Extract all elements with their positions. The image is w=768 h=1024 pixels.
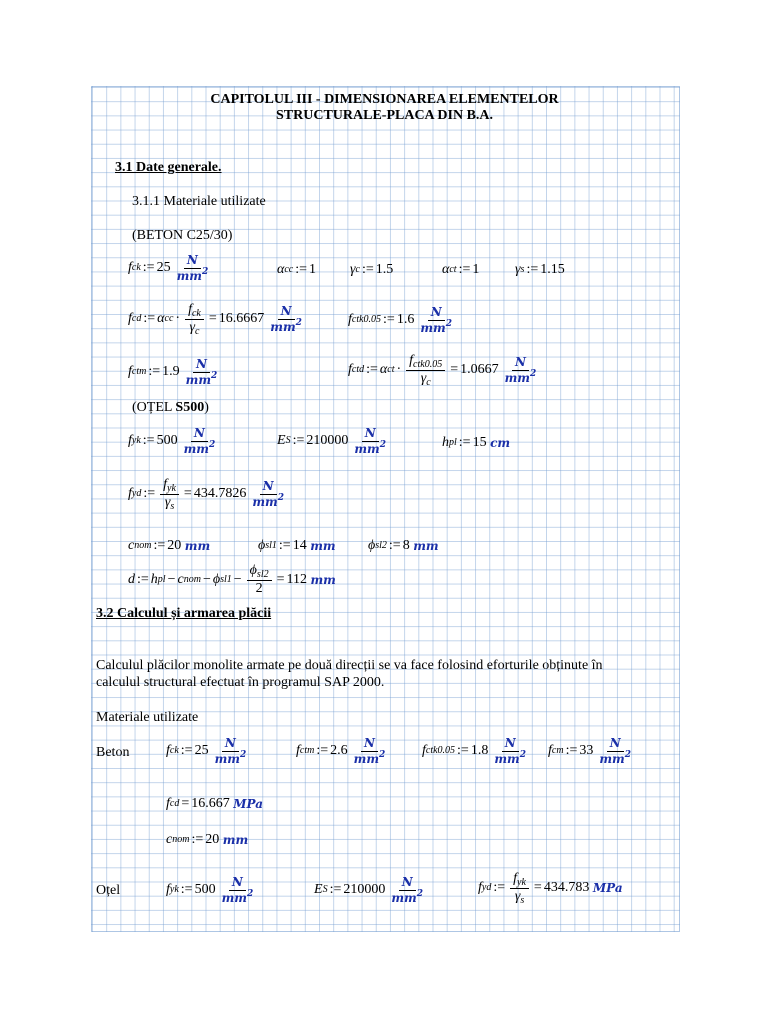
formula-cnom: c nom := 20 mm — [128, 538, 211, 553]
formula-b-fcd: f cd = 16.667 MPa — [166, 796, 264, 811]
section-3-2-heading: 3.2 Calculul și armarea plăcii — [96, 606, 272, 621]
formula-b-fctk005: f ctk0.05 := 1.8 $\frac{N}{mm^2}$ — [422, 736, 527, 766]
chapter-title-line1: CAPITOLUL III - DIMENSIONAREA ELEMENTELOR — [210, 92, 559, 107]
paragraph-line1: Calculul plăcilor monolite armate pe două direcții se va face folosind eforturile obținute în — [96, 658, 603, 673]
otel-class-label: (OȚEL S500) — [132, 400, 209, 415]
formula-fctm: f ctm := 1.9 $\frac{N}{mm^2}$ — [128, 357, 218, 387]
formula-o-fyd: f yd := $\frac{f_{yk}}{\gamma_s}$ = 434.783 MPa — [478, 871, 623, 906]
paragraph-line2: calculul structural efectuat în programul SAP 2000. — [96, 675, 385, 690]
formula-gamma-s: γ s := 1.15 — [515, 262, 565, 277]
formula-b-fck: f ck := 25 $\frac{N}{mm^2}$ — [166, 736, 247, 766]
beton-class-label: (BETON C25/30) — [132, 228, 233, 243]
formula-fctk005: f ctk0.05 := 1.6 $\frac{N}{mm^2}$ — [348, 305, 453, 335]
formula-fck: f ck := 25 $\frac{N}{mm^2}$ — [128, 253, 209, 283]
formula-b-fctm: f ctm := 2.6 $\frac{N}{mm^2}$ — [296, 736, 386, 766]
formula-phi-sl1: ϕ sl1 := 14 mm — [258, 538, 336, 553]
formula-fyk: f yk := 500 $\frac{N}{mm^2}$ — [128, 426, 216, 456]
otel-label: Oțel — [96, 883, 121, 898]
formula-Es: E S := 210000 $\frac{N}{mm^2}$ — [277, 426, 387, 456]
section-3-1-heading: 3.1 Date generale. — [115, 160, 222, 175]
formula-hpl: h pl := 15 cm — [442, 435, 511, 450]
formula-alpha-cc: α cc := 1 — [277, 262, 317, 277]
formula-b-cnom: c nom := 20 mm — [166, 832, 249, 847]
formula-d: d := h pl − c nom − ϕ sl1 − $\frac{\phi_{sl2}}{2}$ = 112 mm — [128, 563, 336, 596]
formula-gamma-c: γ c := 1.5 — [350, 262, 394, 277]
formula-fctd: f ctd := α ct · $\frac{f_{ctk0.05}}{\gamma_c}$ = 1.0667 $\frac{N}{mm^2}$ — [348, 353, 537, 388]
formula-phi-sl2: ϕ sl2 := 8 mm — [368, 538, 439, 553]
formula-b-fcm: f cm := 33 $\frac{N}{mm^2}$ — [548, 736, 632, 766]
beton-label: Beton — [96, 745, 130, 760]
formula-o-Es: E S := 210000 $\frac{N}{mm^2}$ — [314, 875, 424, 905]
formula-fyd: f yd := $\frac{f_{yk}}{\gamma_s}$ = 434.7826 $\frac{N}{mm^2}$ — [128, 477, 284, 512]
subsection-3-1-1: 3.1.1 Materiale utilizate — [132, 194, 266, 209]
formula-fcd: f cd := α cc · $\frac{f_{ck}}{\gamma_c}$ = 16.6667 $\frac{N}{mm^2}$ — [128, 302, 302, 337]
materials-label: Materiale utilizate — [96, 710, 199, 725]
formula-o-fyk: f yk := 500 $\frac{N}{mm^2}$ — [166, 875, 254, 905]
formula-alpha-ct: α ct := 1 — [442, 262, 480, 277]
chapter-title-line2: STRUCTURALE-PLACA DIN B.A. — [275, 108, 494, 123]
